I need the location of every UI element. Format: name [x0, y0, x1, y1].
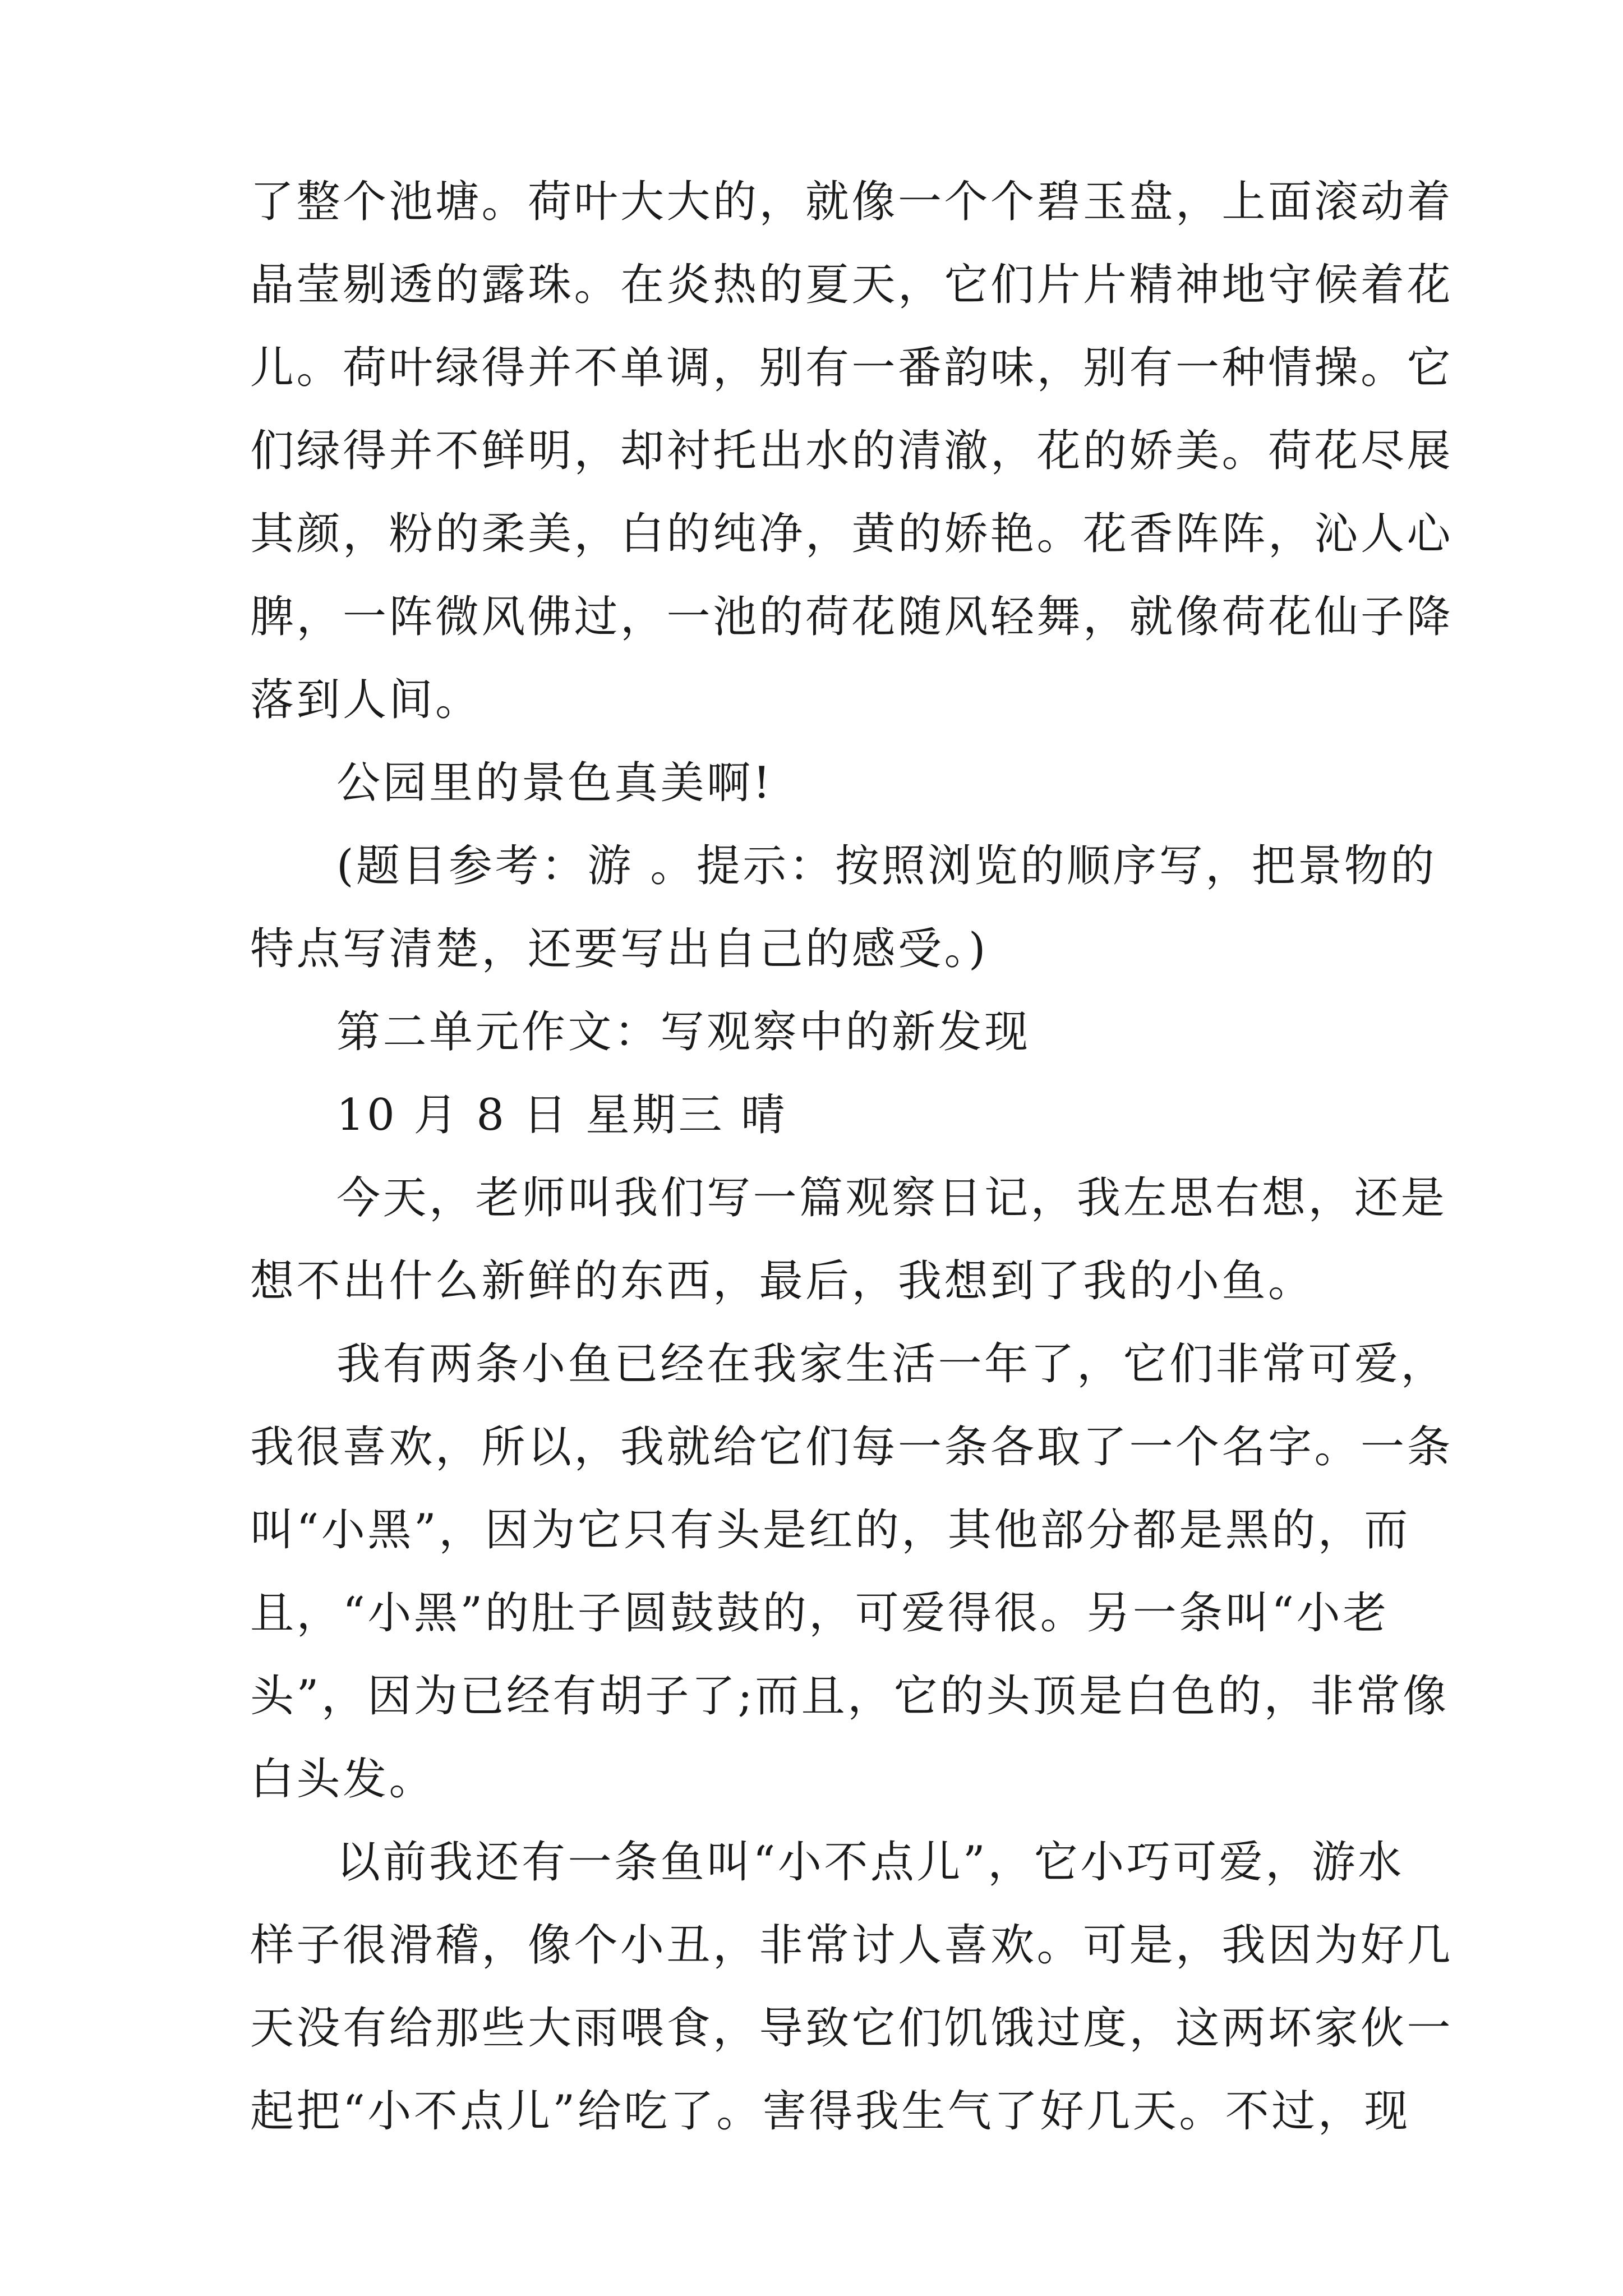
text-line: 们绿得并不鲜明，却衬托出水的清澈，花的娇美。荷花尽展	[250, 426, 1454, 476]
text-line: 特点写清楚，还要写出自己的感受。)	[250, 924, 988, 974]
diary-date: 10 月 8 日 星期三 晴	[336, 1090, 787, 1140]
text-line: 公园里的景色真美啊!	[336, 758, 773, 808]
text-line: 样子很滑稽，像个小丑，非常讨人喜欢。可是，我因为好几	[250, 1920, 1454, 1971]
text-line: 其颜，粉的柔美，白的纯净，黄的娇艳。花香阵阵，沁人心	[250, 509, 1454, 559]
text-line: 今天，老师叫我们写一篇观察日记，我左思右想，还是	[336, 1173, 1447, 1223]
text-line: 我有两条小鱼已经在我家生活一年了，它们非常可爱，	[336, 1339, 1447, 1389]
text-line: 儿。荷叶绿得并不单调，别有一番韵味，别有一种情操。它	[250, 343, 1454, 393]
text-line: 脾，一阵微风佛过，一池的荷花随风轻舞，就像荷花仙子降	[250, 592, 1454, 642]
text-line: 叫“小黑”，因为它只有头是红的，其他部分都是黑的，而	[250, 1505, 1410, 1556]
text-line: 头”，因为已经有胡子了;而且，它的头顶是白色的，非常像	[250, 1671, 1449, 1722]
section-heading: 第二单元作文：写观察中的新发现	[336, 1007, 1031, 1057]
text-line: 且，“小黑”的肚子圆鼓鼓的，可爱得很。另一条叫“小老	[250, 1588, 1389, 1639]
text-line: 白头发。	[250, 1754, 436, 1805]
text-line: 了整个池塘。荷叶大大的，就像一个个碧玉盘，上面滚动着	[250, 177, 1454, 227]
text-line: 想不出什么新鲜的东西，最后，我想到了我的小鱼。	[250, 1256, 1315, 1306]
text-line: (题目参考：游 。提示：按照浏览的顺序写，把景物的	[336, 841, 1437, 891]
text-line: 我很喜欢，所以，我就给它们每一条各取了一个名字。一条	[250, 1422, 1454, 1473]
text-line: 以前我还有一条鱼叫“小不点儿”，它小巧可爱，游水	[336, 1837, 1404, 1888]
text-line: 天没有给那些大雨喂食，导致它们饥饿过度，这两坏家伙一	[250, 2003, 1454, 2054]
text-line: 起把“小不点儿”给吃了。害得我生气了好几天。不过，现	[250, 2086, 1410, 2137]
text-line: 落到人间。	[250, 675, 482, 725]
text-line: 晶莹剔透的露珠。在炎热的夏天，它们片片精神地守候着花	[250, 260, 1454, 310]
